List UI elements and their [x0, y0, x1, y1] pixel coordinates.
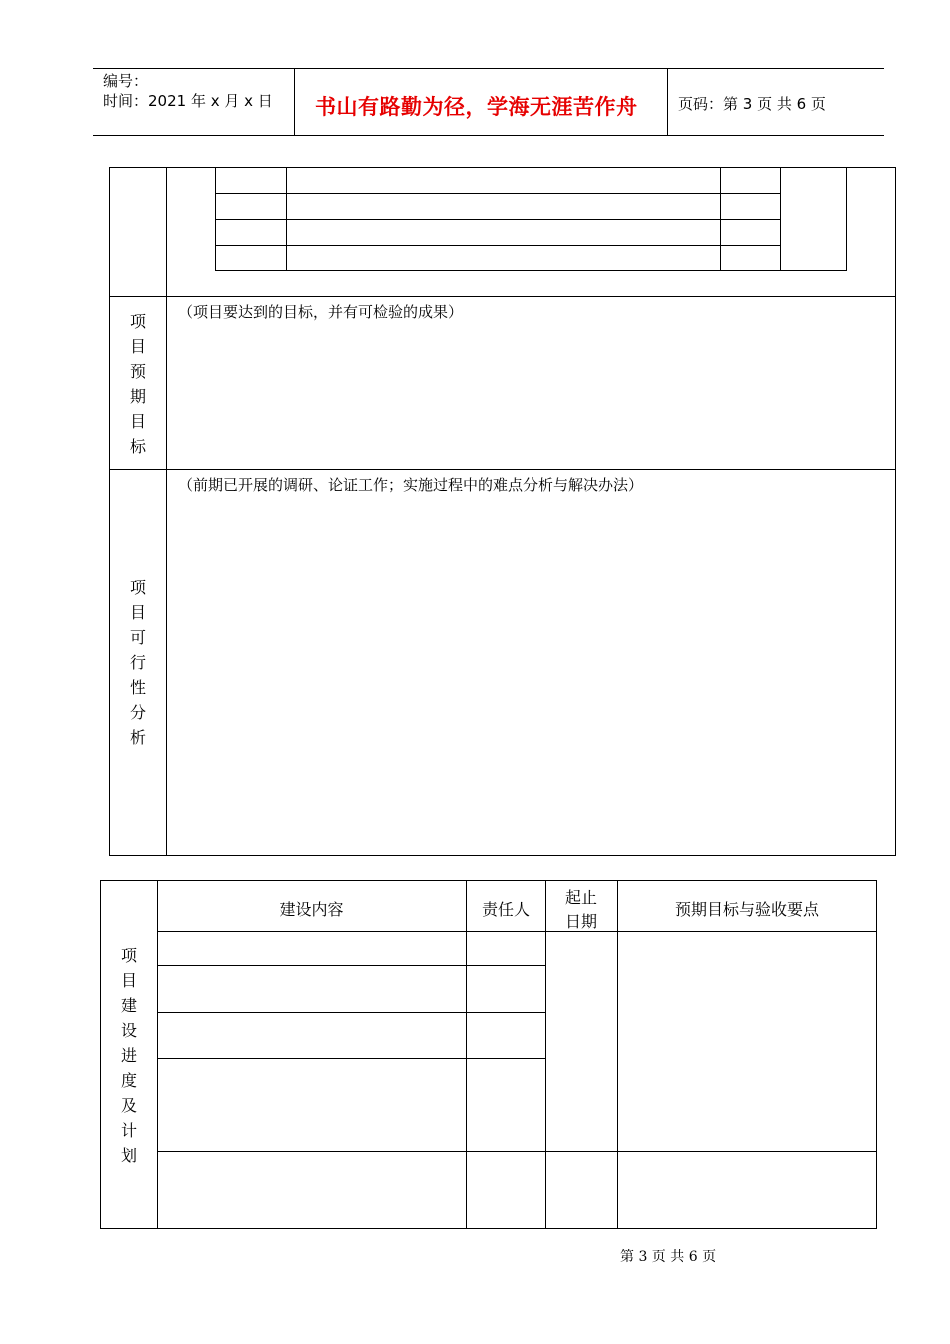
plan-side-label: 项 目 建 设 进 度 及 计 划	[120, 946, 137, 1165]
member-row-divider-3	[215, 245, 780, 246]
plan-col-divider-label	[157, 880, 158, 1229]
plan-row-divider-4	[157, 1151, 877, 1152]
plan-row-divider-2	[157, 1012, 546, 1013]
form-row-divider-1	[109, 296, 896, 297]
header-divider-right	[667, 68, 668, 136]
plan-row-divider-3	[157, 1058, 546, 1059]
page-number-label: 页码：第 3 页 共 6 页	[678, 95, 826, 113]
header-motto: 书山有路勤为径，学海无涯苦作舟	[315, 95, 638, 119]
plan-header-period-line2: 日期	[564, 912, 597, 931]
feasibility-hint-text[interactable]: （前期已开展的调研、论证工作；实施过程中的难点分析与解决办法）	[178, 476, 644, 494]
plan-col-divider-owner	[545, 880, 546, 1229]
plan-header-content: 建设内容	[279, 900, 344, 919]
form-row-divider-2	[109, 469, 896, 470]
page-footer: 第 3 页 共 6 页	[620, 1249, 717, 1265]
plan-row-divider-1	[157, 965, 546, 966]
header-divider-left	[294, 68, 295, 136]
plan-col-divider-period	[617, 880, 618, 1229]
header-bottom-rule	[93, 135, 884, 136]
plan-header-owner: 责任人	[481, 900, 530, 919]
goal-hint-text[interactable]: （项目要达到的目标，并有可检验的成果）	[178, 303, 464, 321]
member-row-divider-2	[215, 219, 780, 220]
plan-col-divider-content	[466, 880, 467, 1229]
feasibility-row-label: 项 目 可 行 性 分 析	[129, 578, 146, 747]
plan-header-goal: 预期目标与验收要点	[674, 900, 819, 919]
doc-time-label: 时间：2021 年 x 月 x 日	[103, 92, 273, 110]
schedule-plan-table	[100, 880, 877, 1229]
member-row-divider-1	[215, 193, 780, 194]
form-label-column-divider	[166, 167, 167, 856]
plan-header-period-line1: 起止	[564, 888, 597, 907]
doc-code-label: 编号：	[103, 72, 149, 90]
header-top-rule	[93, 68, 884, 69]
plan-header-divider	[157, 931, 877, 932]
goal-row-label: 项 目 预 期 目 标	[129, 312, 146, 456]
member-col-divider-3	[780, 167, 781, 271]
